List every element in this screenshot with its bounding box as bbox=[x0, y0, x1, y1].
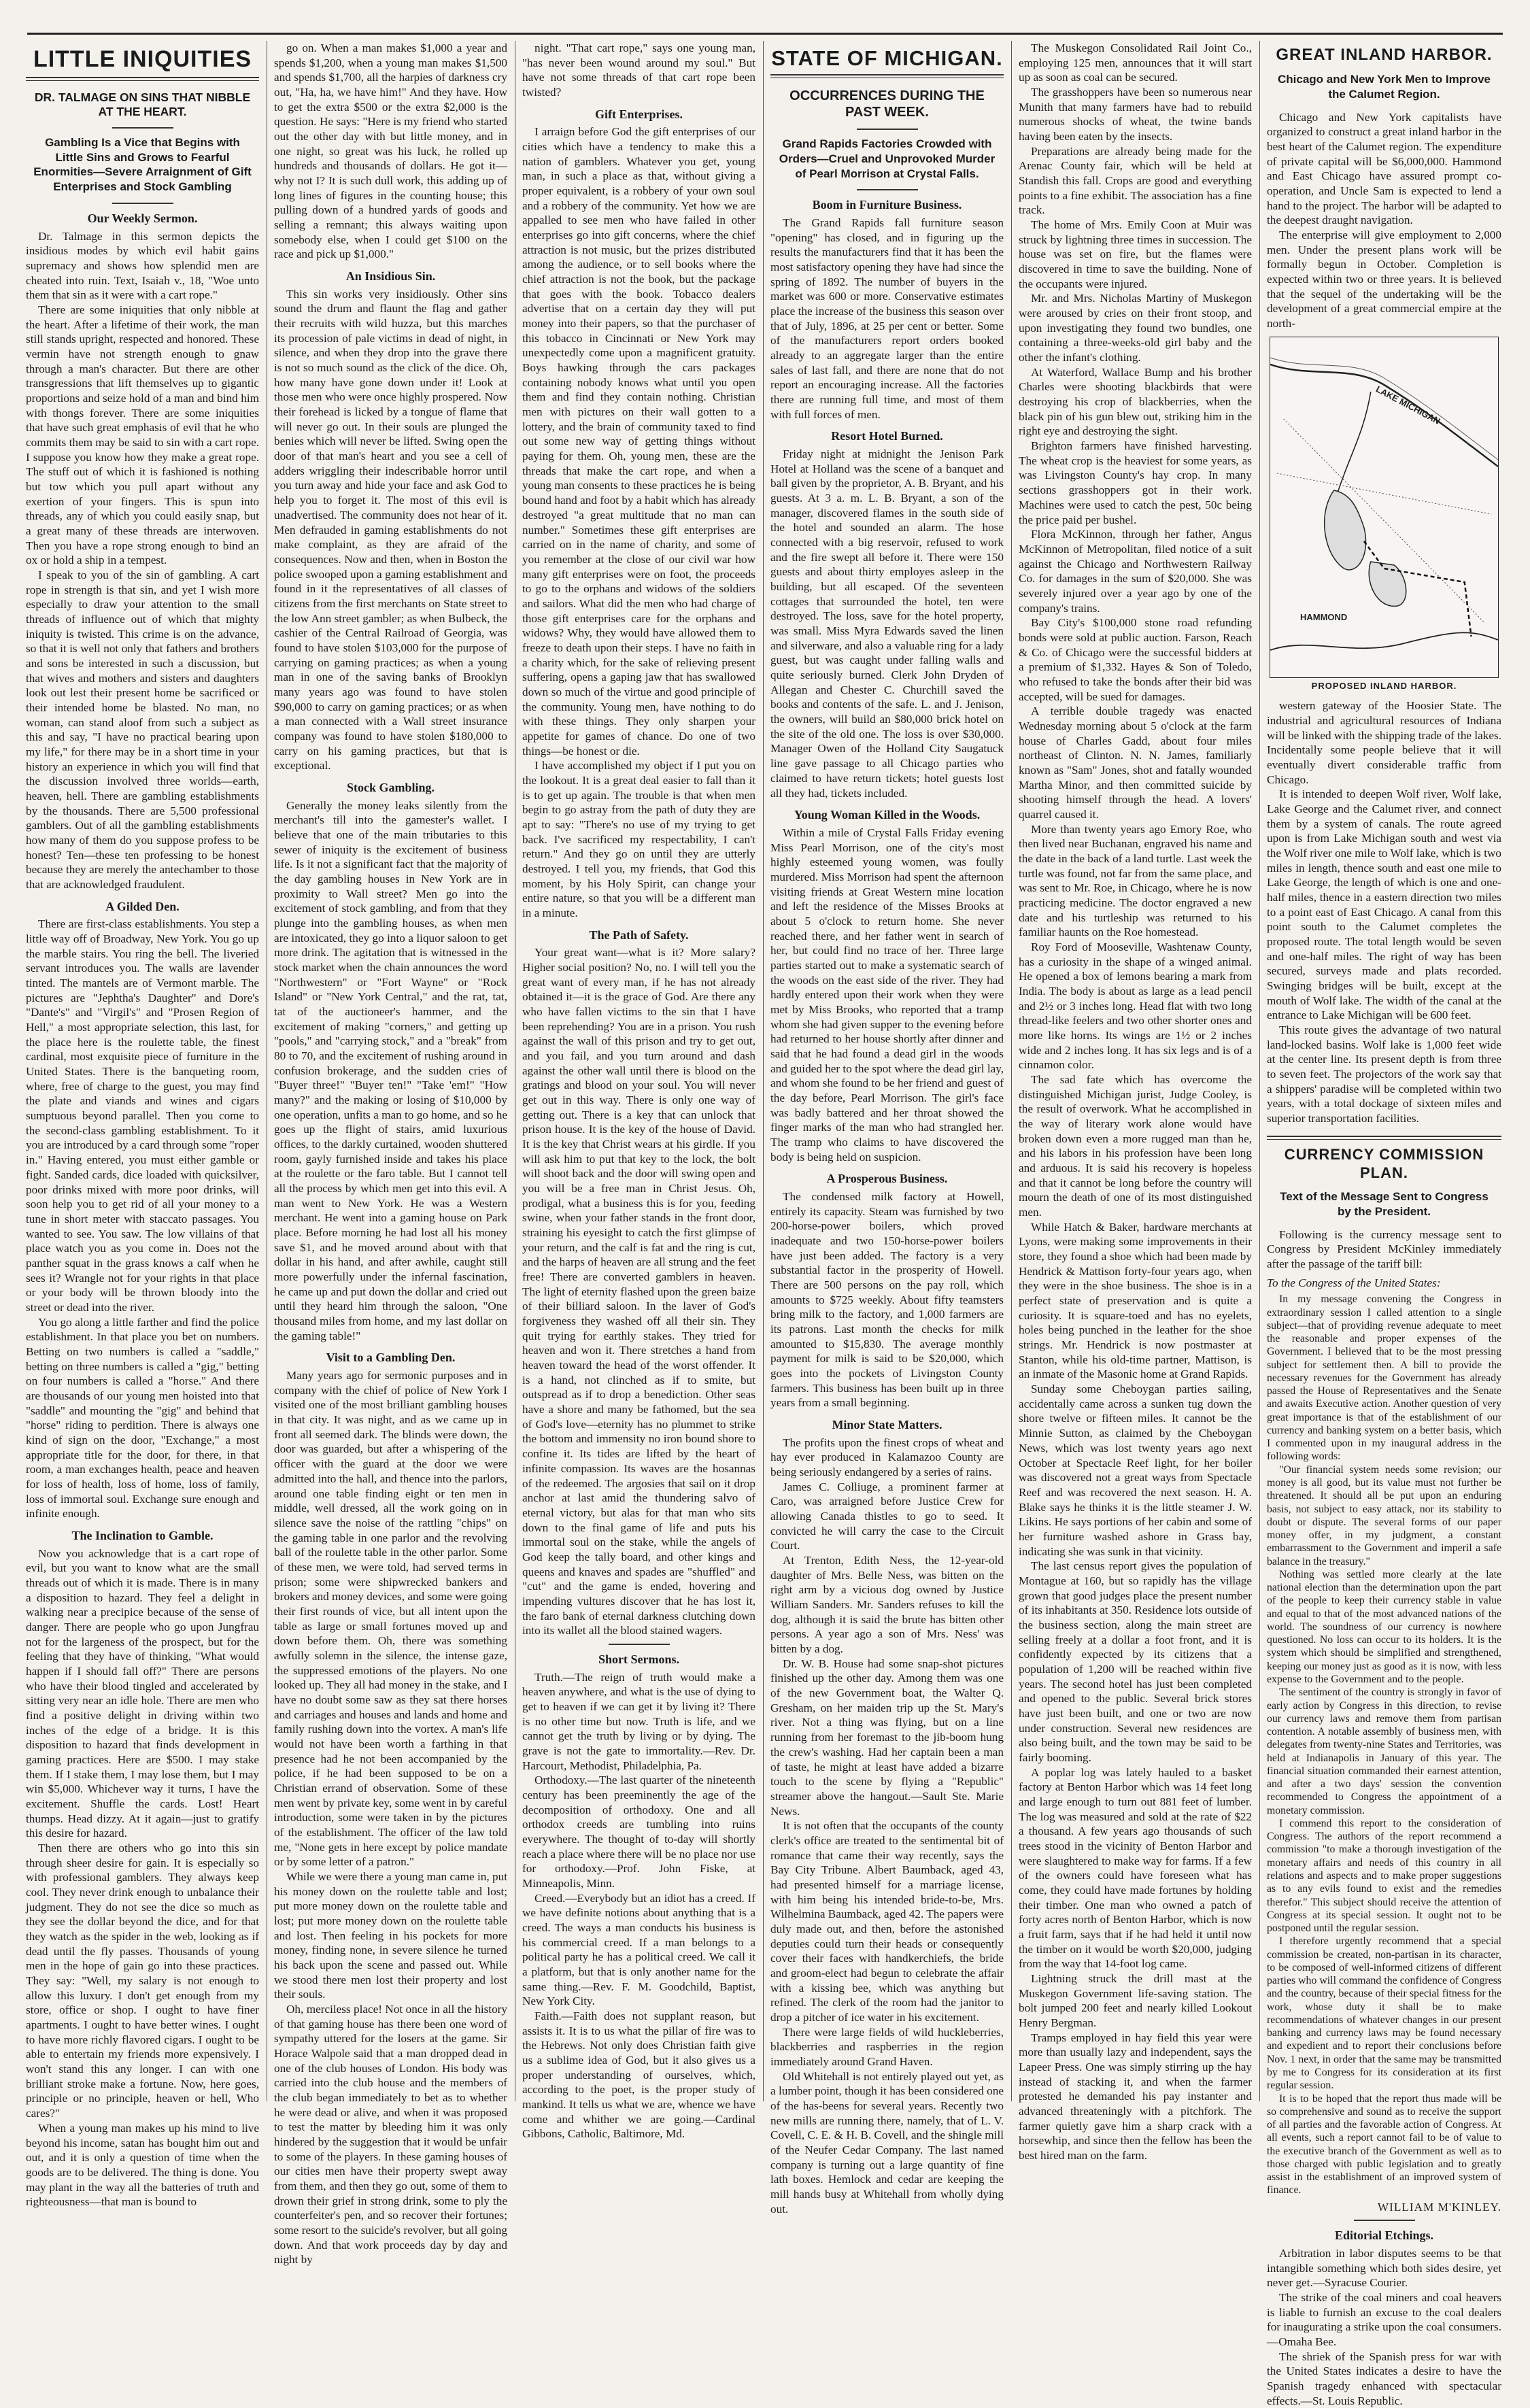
article-paragraph: Creed.—Everybody but an idiot has a creed. If we have definite notions about anything that is a creed. The ways a man conducts his business is his commercial creed. If a man belongs to a political party he has a political creed. We call it a platform, but that is only another name for the same thing.—Rev. F. M. Goodchild, Baptist, New York City. bbox=[522, 1891, 755, 2008]
article-paragraph: It is not often that the occupants of the county clerk's office are treated to the sentimental bit of romance that came their way recently, says the Bay City Tribune. Albert Baumback, aged 43, had presented himself for a marriage license, with him being his intended bride-to-be, Mrs. Wilhelmina Baumback, aged 42. The papers were duly made out, and then, before the astonished deputies could turn their heads or consequently cover their faces with handkerchiefs, the bride and groom-elect had begun to celebrate the affair with a kissing bee, which was anything but refined. The clerk of the room had the janitor to drop a pitcher of ice water in his excitement. bbox=[770, 1819, 1004, 2024]
article-paragraph: It is intended to deepen Wolf river, Wolf lake, Lake George and the Calumet river, and connect them by a system of canals. The route agreed upon is from Lake Michigan south and west via the Wolf river one mile to Wolf lake, which is two miles in length, thence south and east one mile to Lake George, the length of which is one and one-half miles, thence in a eastern direction two miles to a point east of East Chicago. A canal from this point south to the Calumet completes the proposed route. The total length would be seven and one-half miles. The right of way has been secured, surveys made and plats recorded. Swinging bridges will be built, except at the mouth of Wolf lake. The width of the canal at the entrance to Lake Michigan will be 600 feet. bbox=[1267, 787, 1501, 1022]
article-paragraph: James C. Colliuge, a prominent farmer at Caro, was arraigned before Justice Crew for allowing Canada thistles to go to seed. It convicted he will carry the case to the Circuit Court. bbox=[770, 1480, 1004, 1553]
article-paragraph: At Trenton, Edith Ness, the 12-year-old daughter of Mrs. Belle Ness, was bitten on the right arm by a vicious dog owned by Justice William Sanders. Mr. Sanders refuses to kill the dog, although it is said the brute has bitten other persons. A year ago a son of Mrs. Ness' was bitten by a dog. bbox=[770, 1554, 1004, 1656]
paragraph-group bbox=[26, 229, 259, 892]
article-paragraph: This sin works very insidiously. Other sins sound the drum and flaunt the flag and gather their recruits with wild huzza, but this marches its procession of pale victims in dead of night, in silence, and when they drop into the grave there is not so much sound as the click of the dice. Oh, how many have gone down under it! Look at those men who were once highly prospered. Now their forehead is licked by a tongue of flame that will never go out. In their souls are plunged the benies which will never be lifted. Swing open the door of that man's heart and you see a cell of adders wriggling their indescribable horror until you turn away and hide your face and ask God to help you to forget it. The most of this evil is unadvertised. The community does not hear of it. Men defrauded in gaming establishments do not make complaint, as they are afraid of the consequences. Now and then, when in Boston the police swooped upon a gaming establishment and found in it the representatives of all classes of citizens from the first merchants on State street to the low Ann street gambler; as when Bulbeck, the cashier of the Central Railroad of Georgia, was found to have stolen $103,000 for the purpose of carrying on gaming practices; as when a young man in one of the saving banks of Brooklyn many years ago was found to have stolen $90,000 to carry on gaming practices; or as when a man connected with a Wall street insurance company was found to have stolen $180,000 to carry on his gaming practices, but that is exceptional. bbox=[274, 287, 507, 773]
section-heading: An Insidious Sin. bbox=[345, 269, 436, 284]
article-paragraph: There are some iniquities that only nibble at the heart. After a lifetime of their work, the man still stands upright, respected and honored. These vermin have not strength enough to gnaw through a man's character. But there are other transgressions that lift themselves up to gigantic proportions and seize hold of a man and bind him with thongs forever. There are some iniquities that have such great emphasis of evil that he who commits them may be said to sin with a cart rope. I suppose you know how they make a great rope. The stuff out of which it is fashioned is nothing but tow which you pull apart without any exertion of your fingers. This is spun into threads, any of which you could easily snap, but a great many of these threads are interwoven. Then you have a rope strong enough to bind an ox or hold a ship in a tempest. bbox=[26, 303, 259, 567]
article-paragraph: Mr. and Mrs. Nicholas Martiny of Muskegon were aroused by cries on their front stoop, and upon investigating they found two bundles, one containing a three-weeks-old girl baby and the other the infant's clothing. bbox=[1019, 292, 1252, 364]
article-paragraph: The last census report gives the population of Montague at 160, but so rapidly has the village grown that good judges place the present number of its inhabitants at 350. Residence lots outside of the business section, along the main street are selling freely at a dollar a foot front, and it is confidently expected by its citizens that a population of 1,200 will be reached within five years. The second hotel has just been completed and opened to the public. Several brick stores have just been built, and one or two are now under construction. Several new residences are also being built, and the town may be said to be fairly booming. bbox=[1019, 1559, 1252, 1764]
article-paragraph: Your great want—what is it? More salary? Higher social position? No, no. I will tell you the great want of every man, if he has not already obtained it—it is the grace of God. Are there any who have fallen victims to the sin that I have been reprehending? You are in a prison. You rush against the wall of this prison and try to get out, and you fail, and you turn around and dash against the other wall until there is blood on the gratings and blood on your soul. You will never get out in this way. There is only one way of getting out. There is a key that can unlock that prison house. It is the key of the house of David. It is the key that Christ wears at his girdle. If you will ask him to put that key to the lock, the bolt will shoot back and the door will swing open and you will be a free man in Christ Jesus. Oh, prodigal, what a business this is for you, feeding swine, when your father stands in the front door, straining his eyesight to catch the first glimpse of your return, and the calf is fat and the ring is cut, and the harps of heaven are all strung and the feet free! There are converted gamblers in heaven. The light of eternity flashed upon the green baize of their billiard saloon. In the laver of God's forgiveness they washed off all their sin. They quit trying for earthly stakes. They tried for heaven and won it. There stretches a hand from heaven toward the head of the worst offender. It is a hand, not clinched as if to smite, but outspread as if to drop a benediction. Other seas have a shore and many be fathomed, but the sea of God's love—eternity has no plummet to strike the bottom and immensity no iron bound shore to confine it. Its tides are lifted by the heart of infinite compassion. Its waves are the hosannas of the redeemed. The argosies that sail on it drop anchor at last amid the thundering salvo of eternal victory, but alas for that man who sits down to the final game of life and puts his immortal soul on the stake, while the angels of God keep the tally board, and other kings and queens and knaves and spades are "shuffled" and "cut" and the game is ended, hovering and impending vultures discover that he has lost it, the faro bank of eternal darkness clutching down into its wallet all the blood stained wagers. bbox=[522, 946, 755, 1638]
paragraph-group bbox=[274, 798, 507, 1344]
paragraph-group bbox=[770, 447, 1004, 800]
article-paragraph: You go along a little farther and find the police establishment. In that place you bet on numbers. Betting on two numbers is called a "saddle," betting on three numbers is called a "gig," betting on four numbers is called a "horse." And there are thousands of our young men hoisted into that "saddle" and mounting the "gig" and behind that "horse" riding to perdition. There is always one kind of sign on the door, "Exchange," a most appropriate title for the door, for there, in that room, a man exchanges health, peace and heaven for loss of health, loss of home, loss of family, loss of immortal soul. Exchange sure enough and infinite enough. bbox=[26, 1315, 259, 1521]
article-paragraph: Following is the currency message sent to Congress by President McKinley immediately after the passage of the tariff bill: bbox=[1267, 1227, 1501, 1270]
section-heading: Gift Enterprises. bbox=[595, 107, 683, 121]
article-paragraph: I have accomplished my object if I put you on the lookout. It is a great deal easier to fall than it is to get up again. The trouble is that when men begin to go astray from the path of duty they are apt to say: "There's no use of my trying to get back. I've sacrificed my respectability, I can't return." And they go on until they are utterly destroyed. I tell you, my friends, that God this moment, by his Holy Spirit, can change your entire nature, so that you will be a different man in a minute. bbox=[522, 759, 755, 919]
section-heading: Resort Hotel Burned. bbox=[831, 429, 943, 443]
article-paragraph: There are first-class establishments. You step a little way off of Broadway, New York. You go up the marble stairs. You ring the bell. The liveried servant introduces you. The walls are lavender tinted. The mantels are of Vermont marble. The pictures are "Jephtha's Daughter" and Dore's "Dante's" and "Virgil's" and "Prosen Region of Hell," a most appropriate selection, this last, for the place here is the roulette table, the finest cardinal, most exquisite piece of furniture in the United States. There is the banqueting room, where, free of charge to the guest, you may find the plate and viands and wines and cigars sumptuous beyond parallel. Then you come to the second-class gambling establishment. To it you are introduced by a card through some "roper in." Having entered, you must either gamble or fight. Sanded cards, dice loaded with quicksilver, poor drinks mixed with more poor drinks, will soon help you to get rid of all your money to a tune in short meter with staccato passages. You wanted to see. You saw. The low villains of that place watch you as you come in. Does not the panther squat in the grass knows a calf when he sees it? Wrangle not for your rights in that place or your body will be thrown bloody into the street or dead into the river. bbox=[26, 917, 259, 1314]
paragraph-group bbox=[1267, 1293, 1501, 2197]
article-paragraph: The shriek of the Spanish press for war with the United States indicates a desire to have the Spanish tragedy enhanced with spectacular effects.—St. Louis Republic. bbox=[1267, 2350, 1501, 2407]
map-label-hammond: HAMMOND bbox=[1300, 611, 1348, 622]
headline-rule bbox=[26, 77, 259, 81]
paragraph-group bbox=[522, 41, 755, 100]
article-paragraph: The condensed milk factory at Howell, entirely its capacity. Steam was furnished by two 200-horse-power boilers, which proved inadequate and two 150-horse-power boilers have just been added. The factory is a very substantial factor in the prosperity of Howell. There are 500 persons on the pay roll, which amounts to $725 weekly. About fifty teamsters bring milk to the factory, and 1,000 farmers are its patrons. Last month the checks for milk amounted to $15,830. The average monthly payment for milk is said to be $20,000, which goes into the pockets of Livingston County farmers. This business has been built up in three years from a small beginning. bbox=[770, 1189, 1004, 1410]
article-paragraph: Roy Ford of Mooseville, Washtenaw County, has a curiosity in the shape of a winged animal. He opened a box of lemons bearing a mark from India. The body is about as large as a lead pencil and 2½ or 3 inches long. Head flat with two long thread-like feelers and two other shorter ones and more like horns. Its wings are 1½ or 2 inches wide and 2 inches long. It has six legs and is of a cinnamon color. bbox=[1019, 940, 1252, 1072]
article-paragraph: Dr. Talmage in this sermon depicts the insidious modes by which evil habit gains supremacy and shows how splendid men are cheated into ruin. Text, Isaiah v., 18, "Woe unto them that sin as it were with a cart rope." bbox=[26, 229, 259, 302]
article-paragraph: Flora McKinnon, through her father, Angus McKinnon of Metropolitan, filed notice of a suit against the Chicago and Northwestern Railway Co. for damages in the sum of $20,000. She was severely injured over a year ago by one of the company's trains. bbox=[1019, 528, 1252, 615]
deck-president-message: Text of the Message Sent to Congress by the President. bbox=[1280, 1190, 1489, 1218]
article-paragraph: Lightning struck the drill mast at the Muskegon Government life-saving station. The bolt jumped 200 feet and nearly killed Lookout Henry Bergman. bbox=[1019, 1972, 1252, 2030]
paragraph-group bbox=[1267, 1227, 1501, 1272]
article-paragraph: Dr. W. B. House had some snap-shot pictures finished up the other day. Among them was one of the new Government boat, the Walter Q. Gresham, on her maiden trip up the St. Mary's river. Not a thing was flying, but on a line running from her foremast to the jib-boom hung the crew's washing. Had her captain been a man of taste, he might at least have added a bizarre touch to the scene by flying a "Republic" streamer above the hangout.—Sault Ste. Marie News. bbox=[770, 1657, 1004, 1818]
article-paragraph: Oh, merciless place! Not once in all the history of that gaming house has there been one word of sympathy uttered for the losers at the game. Sir Horace Walpole said that a man dropped dead in one of the club houses of London. His body was carried into the club house and the members of the club began immediately to bet as to whether he were dead or alive, and when it was proposed to test the matter by bleeding him it was only hindered by the suggestion that it would be unfair to some of the players. In these gaming houses of our cities men have their property swept away from them, and then they go out, some of them to drown their grief in strong drink, some to ply the counterfeiter's pen, and so recover their fortunes; some resort to the suicide's revolver, but all going down. And that work proceeds day by day and night by bbox=[274, 2003, 507, 2267]
section-heading: Minor State Matters. bbox=[832, 1418, 942, 1432]
top-rule bbox=[27, 33, 1503, 35]
section-heading: Young Woman Killed in the Woods. bbox=[794, 808, 981, 822]
article-paragraph: Truth.—The reign of truth would make a heaven anywhere, and what is the use of dying to get to heaven if we can get it by living it? There is no other time but now. Truth is life, and we cannot get the truth by living or by dying. The grave is not the gate to immortality.—Rev. Dr. Harcourt, Methodist, Philadelphia, Pa. bbox=[522, 1670, 755, 1772]
column-5 bbox=[1019, 41, 1252, 2163]
paragraph-group bbox=[522, 945, 755, 1638]
section-heading: Boom in Furniture Business. bbox=[812, 198, 962, 212]
headline-state-of-michigan: STATE OF MICHIGAN. bbox=[771, 46, 1003, 70]
column-4 bbox=[770, 41, 1004, 2216]
article-paragraph: Sunday some Cheboygan parties sailing, accidentally came across a sunken tug down the shore twelve or fifteen miles. It cannot be the Minnie Sutton, as claimed by the Cheboygan News, which was lost twenty years ago next October at Spectacle Reef light, for her boiler was discovered not a great ways from Spectacle Reef and was recovered the next season. H. A. Blake says he thinks it is the little steamer J. W. Likins. He says portions of her cabin and some of her furniture washed ashore in Grass bay, indicating she was sunk in that vicinity. bbox=[1019, 1383, 1252, 1558]
article-paragraph: At Waterford, Wallace Bump and his brother Charles were shooting blackbirds that were destroying his crop of blackberries, when the black pin of his gun blew out, striking him in the right eye and destroying the sight. bbox=[1019, 365, 1252, 438]
article-paragraph: The sentiment of the country is strongly in favor of early action by Congress in this direction, to revise our currency laws and remove them from partisan contention. A notable assembly of business men, with delegates from twenty-nine States and Territories, was held at Indianapolis in January of this year. The financial situation commanded their earnest attention, and after a two days' session the convention recommended to Congress the appointment of a monetary commission. bbox=[1267, 1686, 1501, 1816]
article-paragraph: Preparations are already being made for the Arenac County fair, which will be held at Standish this fall. Crops are good and everything points to a fine exhibit. The association has a fine track. bbox=[1019, 144, 1252, 217]
divider bbox=[609, 1644, 670, 1645]
message-signature: WILLIAM M'KINLEY. bbox=[1377, 2200, 1501, 2214]
article-paragraph: Within a mile of Crystal Falls Friday evening Miss Pearl Morrison, one of the city's most highly esteemed young women, was foully murdered. Miss Morrison had spent the afternoon visiting friends at Great Western mine location and left the residence of the Misses Brooks at about 5 o'clock to return home. She never reached there, and her father went in search of her, but could find no trace of her. Three large parties started out to make a systematic search of the woods on the east side of the river. They had hardly entered upon their work when they were met by Miss Brooks, who reported that a tramp whom she had given supper to the evening before had returned to her house shortly after dinner and said that he had found a dead girl in the woods and guided her to the spot where the dead girl lay, and whom she found to be her friend and guest of the day before, Pearl Morrison. The girl's face was badly battered and her throat showed the finger marks of the man who had strangled her. The tramp who claims to have discovered the body is being held on suspicion. bbox=[770, 826, 1004, 1164]
article-paragraph: More than twenty years ago Emory Roe, who then lived near Buchanan, engraved his name and the date in the back of a land turtle. Last week the turtle was found, not far from the same place, and was sent to Mr. Roe, in Chicago, where he is now practicing medicine. The doctor engraved a new date and his turtleship was returned to his familiar haunts on the Roe homestead. bbox=[1019, 822, 1252, 939]
deck-grand-rapids: Grand Rapids Factories Crowded with Orders—Cruel and Unprovoked Murder of Pearl Morrison at Crystal Falls. bbox=[779, 137, 996, 180]
paragraph-group bbox=[770, 1436, 1004, 2217]
article-paragraph: I commend this report to the consideration of Congress. The authors of the report recommend a commission "to make a thorough investigation of the monetary affairs and needs of this country in all relations and aspects and to make proper suggestions as to any evils found to exist and the remedies therefor." This subject should receive the attention of Congress at its special session. It ought not to be postponed until the regular session. bbox=[1267, 1817, 1501, 1935]
article-paragraph: Bay City's $100,000 stone road refunding bonds were sold at public auction. Farson, Reach & Co. of Chicago were the successful bidders at a premium of $1,332. Hayes & Son of Toledo, who refused to take the bonds after their bid was accepted, will be sued for damages. bbox=[1019, 616, 1252, 703]
article-paragraph: The grasshoppers have been so numerous near Munith that many farmers have had to rebuild numerous shocks of wheat, the twine bands having been eaten by the insects. bbox=[1019, 86, 1252, 143]
paragraph-group bbox=[26, 917, 259, 1521]
divider bbox=[857, 129, 918, 130]
paragraph-group bbox=[26, 1546, 259, 2209]
article-paragraph: Old Whitehall is not entirely played out yet, as a lumber point, though it has been considered one of the has-beens for several years. Recently two new mills are running there, namely, that of L. V. Covell, C. E. & H. B. Covell, and the shingle mill of the Neufer Cedar Company. The last named company is turning out a large quantity of fine lath boxes. Hemlock and cedar are keeping the mill hands busy at Whitehall from wholly dying out. bbox=[770, 2069, 1004, 2216]
deck-gambling: Gambling Is a Vice that Begins with Little Sins and Grows to Fearful Enormities—Severe Arraignment of Gift Enterprises and Stock Gambling bbox=[33, 135, 252, 194]
section-heading: Stock Gambling. bbox=[346, 780, 435, 794]
headline-currency-commission: CURRENCY COMMISSION PLAN. bbox=[1284, 1145, 1484, 1182]
column-rule bbox=[1011, 41, 1012, 2101]
deck-chicago-new-york: Chicago and New York Men to Improve the Calumet Region. bbox=[1278, 73, 1491, 101]
article-paragraph: I arraign before God the gift enterprises of our cities which have a tendency to make this a nation of gamblers. Whatever you get, young man, in such a place as that, without giving a proper equivalent, is a robbery of your own soul and a robbery of the community. Yet how we are appalled to see men who have failed in other enterprises go into gift concerns, where the chief attraction is not music, but the prizes distributed among the audience, or to sell books where the chief attraction is not the book, but the package that goes with the book. Tobacco dealers advertise that on a certain day they will put money into their papers, so that the purchaser of this tobacco in Cincinnati or New York may unexpectedly come upon a magnificent gratuity. Boys hawking through the cars packages containing nobody knows what until you open them and find they contain nothing. Christian men with pictures on their wall gotten to a lottery, and the brain of community taxed to find out some new way of getting things without paying for them. Oh, young men, these are the threads that make the cart rope, and when a young man consents to these practices he is being bound hand and foot by a habit which has already destroyed "a great multitude that no man can number." Sometimes these gift enterprises are carried on in the name of charity, and some of you remember at the close of our civil war how many gift enterprises were on foot, the proceeds to go to the orphans and widows of the soldiers and sailors. What did the men who had charge of those gift enterprises care for the orphans and widows? Why, they would have allowed them to freeze to death upon their steps. I have no faith in a charity which, for the sake of relieving present suffering, opens a gaping jaw that has swallowed down so much of the virtue and good principle of the community. Young men, have nothing to do with these things. They only sharpen your appetite for games of chance. Do one of two things—be honest or die. bbox=[522, 125, 755, 758]
article-paragraph: Chicago and New York capitalists have organized to construct a great inland harbor in the best heart of the Calumet region. The expenditure of private capital will be $6,000,000. Hammond and East Chicago have assured prompt co-operation, and Uncle Sam is expected to lend a hand to the project. The harbor will be adapted to the deepest draught navigation. bbox=[1267, 110, 1501, 227]
column-6 bbox=[1267, 41, 1501, 2407]
column-3 bbox=[522, 41, 755, 2141]
article-paragraph: Nothing was settled more clearly at the late national election than the determination upon the part of the people to keep their currency stable in value and equal to that of the most advanced nations of the world. The soundness of our currency is nowhere questioned. No loss can occur to its holders. It is the system which should be simplified and strengthened, keeping our money just as good as it is now, with less expense to the Government and to the people. bbox=[1267, 1568, 1501, 1685]
section-heading: Editorial Etchings. bbox=[1334, 2228, 1434, 2243]
wolf-river bbox=[1338, 392, 1371, 494]
article-paragraph: Now you acknowledge that is a cart rope of evil, but you want to know what are the small threads out of which it is made. There is in many a disposition to hazard. They feel a delight in walking near a precipice because of the sense of danger. There are people who go upon Jungfrau not for the largeness of the prospect, but for the feeling that they have of thinking, "What would happen if I should fall off?" There are persons who have their blood tingled and accelerated by sitting very near an idle hole. There are men who find a positive delight in driving within two inches of the edge of a bridge. It is this disposition to hazard that finds development in gaming practices. Here are $500. I may stake them. If I stake them, I may lose them, but I may win $5,000. Whichever way it turns, I have the excitement. Shuffle the cards. Lost! Heart thumps. Head dizzy. At it again—just to gratify this desire for hazard. bbox=[26, 1546, 259, 1840]
article-paragraph: The enterprise will give employment to 2,000 men. Under the present plans work will be formally begun in October. Completion is expected within two or three years. It is believed that the sequel of the undertaking will be the development of a great commercial empire at the north- bbox=[1267, 228, 1501, 330]
harbor-map bbox=[1270, 337, 1499, 678]
article-paragraph: I therefore urgently recommend that a special commission be created, non-partisan in its character, to be composed of well-informed citizens of different parties who will command the confidence of Congress and the country, because of their special fitness for the work, whose duty it shall be to make recommendations of whatever changes in our present banking and currency laws may be found necessary and expedient and to report their conclusions before Nov. 1 next, in order that the same may be transmitted by me to Congress for its consideration at its first regular session. bbox=[1267, 1935, 1501, 2092]
article-paragraph: There were large fields of wild huckleberries, blackberries and raspberries in the region immediately around Grand Haven. bbox=[770, 2025, 1004, 2068]
article-paragraph: "Our financial system needs some revision; our money is all good, but its value must not further be threatened. It should all be put upon an enduring basis, not subject to easy attack, nor its stability to doubt or dispute. The several forms of our paper money offer, in my judgment, a constant embarrassment to the Government and imperil a safe balance in the treasury." bbox=[1267, 1463, 1501, 1567]
article-paragraph: It is to be hoped that the report thus made will be so comprehensive and sound as to receive the support of all parties and the favorable action of Congress. At all events, such a report cannot fail to be of value to the executive branch of the Government as well as to those charged with public legislation and to greatly assist in the establishment of an improved system of finance. bbox=[1267, 2092, 1501, 2197]
article-paragraph: In my message convening the Congress in extraordinary session I called attention to a single subject—that of providing revenue adequate to meet the reasonable and proper expenses of the Government. I believed that to be the most pressing subject for settlement then. A bill to provide the necessary revenues for the Government has already passed the House of Representatives and the Senate and awaits Executive action. Another question of very great importance is that of the establishment of our currency and banking system on a better basis, which I commented upon in my inaugural address in the following words: bbox=[1267, 1293, 1501, 1463]
paragraph-group bbox=[770, 826, 1004, 1164]
article-paragraph: western gateway of the Hoosier State. The industrial and agricultural resources of Indiana will be linked with the shipping trade of the lakes. Incidentally some people believe that it will eventually divert considerable traffic from Chicago. bbox=[1267, 699, 1501, 786]
map-caption: PROPOSED INLAND HARBOR. bbox=[1311, 680, 1457, 691]
paragraph-group bbox=[770, 216, 1004, 422]
paragraph-group bbox=[1267, 698, 1501, 1125]
column-2 bbox=[274, 41, 507, 2267]
article-paragraph: go on. When a man makes $1,000 a year and spends $1,200, when a young man makes $1,500 and spends $1,700, all the harpies of darkness cry out, "Ha, ha, we have him!" And they have. How to get the extra $500 or the extra $2,000 is the question. He says: "Here is my friend who started out the other day with but little money, and in one night, so great was his luck, he rolled up hundreds and thousands of dollars. He got it—why not I? It is such dull work, this adding up of long lines of figures in the counting house; this pulling down of a hundred yards of goods and selling a remnant; this always waiting upon somebody else, when I could get $100 on the race and pick up $1,000." bbox=[274, 41, 507, 261]
divider bbox=[857, 189, 918, 190]
paragraph-group bbox=[274, 1368, 507, 2267]
article-paragraph: A poplar log was lately hauled to a basket factory at Benton Harbor which was 14 feet long and large enough to turn out 881 feet of lumber. The log was measured and sold at the rate of $22 a thousand. A few years ago thousands of such trees stood in the vicinity of Benton Harbor and were slaughtered to make way for farms. If a few of the owners could have foreseen what has come, they could have made fortunes by holding their timber. One man who owned a patch of forty acres north of Benton Harbor, which is now a fruit farm, says that if he had held it until now the timber on it would be worth $20,000, judging from the way that 14-foot log came. bbox=[1019, 1765, 1252, 1971]
article-paragraph: Faith.—Faith does not supplant reason, but assists it. It is to us what the pillar of fire was to the Hebrews. Not only does Christian faith give us a sublime idea of God, but it also gives us a proper understanding of ourselves, which, according to the poet, is the proper study of mankind. It tells us what we are, whence we have come and whither we are going.—Cardinal Gibbons, Catholic, Baltimore, Md. bbox=[522, 2010, 755, 2141]
lake-shoreline bbox=[1270, 364, 1498, 467]
paragraph-group bbox=[770, 1189, 1004, 1410]
section-heading: Short Sermons. bbox=[598, 1652, 679, 1666]
section-heading: Our Weekly Sermon. bbox=[87, 211, 198, 225]
article-paragraph: While we were there a young man came in, put his money down on the roulette table and lost; put more money down on the roulette table and lost; put more money down on the roulette table and lost. Then feeling in his pockets for more money, finding none, in severe silence he turned his back upon the scene and passed out. While we stood there men lost their property and lost their souls. bbox=[274, 1869, 507, 2001]
article-paragraph: Generally the money leaks silently from the merchant's till into the gamester's wallet. I believe that one of the main tributaries to this sewer of iniquity is the excitement of business life. Is it not a significant fact that the majority of the day gambling houses in New York are in proximity to Wall street? Men go into the excitement of stock gambling, and from that they plunge into the gambling houses, as when men are intoxicated, they go into a liquor saloon to get more drink. The agitation that is witnessed in the stock market when the chain announces the word "Northwestern" or "Fort Wayne" or "Rock Island" or "New York Central," and the rat, tat, tat of the auctioneer's hammer, and the excitement of making "corners," and getting up "pools," and "carrying stock," and a "break" from 80 to 70, and the excitement of rushing around in confusion brokerage, and the sudden cries of "Buyer three!" "Buyer ten!" "Take 'em!" "How many?" and the making or losing of $10,000 by one operation, unfits a man to go home, and so he goes up the flight of stairs, amid luxurious offices, to the darkly curtained, wooden shuttered room, gayly furnished inside and takes his place at the roulette or the faro table. But I cannot tell all the process by which men get into this evil. A man went to New York. He was a Western merchant. He went into a gaming house on Park place. Before morning he had lost all his money save $1, and he moved around about with that dollar in his hand, and after awhile, caught still more powerfully under the infernal fascination, he came up and put down the dollar and cried out until they heard him through the saloon, "One thousand miles from home, and my last dollar on the gaming table!" bbox=[274, 798, 507, 1342]
article-paragraph: The profits upon the finest crops of wheat and hay ever produced in Kalamazoo County are being seriously endangered by a series of rains. bbox=[770, 1436, 1004, 1479]
paragraph-group bbox=[522, 124, 755, 920]
paragraph-group bbox=[1019, 41, 1252, 2163]
article-paragraph: Arbitration in labor disputes seems to be that intangible something which both sides desire, yet never get.—Syracuse Courier. bbox=[1267, 2246, 1501, 2290]
section-heading: The Inclination to Gamble. bbox=[71, 1528, 214, 1542]
article-paragraph: Many years ago for sermonic purposes and in company with the chief of police of New York I visited one of the most brilliant gambling houses in that city. It was night, and as we came up in front all seemed dark. The blinds were down, the door was guarded, but after a whispering of the officer with the guard at the door we were admitted into the hall, and thence into the parlors, around one table finding eight or ten men in middle, well dressed, all the work going on in silence save the noise of the rattling "chips" on the gaming table in one parlor and the revolving ball of the roulette table in the other parlor. Some of these men, we were told, had served terms in prison; some were shipwrecked bankers and brokers and money devices, and some were going their first rounds of vice, but all intent upon the table as large or small fortunes moved up and down before them. Oh, there was something awfully solemn in the silence, the intense gaze, the suppressed emotions of the players. No one looked up. They all had money in the stake, and I have no doubt some saw as they sat there horses and carriages and houses and lands and home and family rushing down into the vortex. A man's life would not have been worth a farthing in that presence had he not been accompanied by the police, if he had been supposed to be on a Christian errand of observation. Some of these men went by private key, some went in by careful introduction, some were taken in by the pictures of the establishment. The officer of the law told me, "None gets in here except by police mandate or by some letter of a patron." bbox=[274, 1369, 507, 1869]
headline-great-inland-harbor: GREAT INLAND HARBOR. bbox=[1276, 46, 1493, 64]
subheadline-occurrences: OCCURRENCES DURING THE PAST WEEK. bbox=[789, 88, 985, 120]
column-rule bbox=[763, 41, 764, 2101]
paragraph-group bbox=[1267, 2246, 1501, 2408]
paragraph-group bbox=[274, 287, 507, 773]
article-paragraph: Friday night at midnight the Jenison Park Hotel at Holland was the scene of a banquet and ball given by the proprietor, A. B. Bryant, and his guests. At 3 a. m. L. B. Bryant, a son of the manager, discovered flames in the south side of the hotel and sounded an alarm. The hose connected with a big reservoir, refused to work and the fire swept all before it. There were 150 guests and about thirty employes asleep in the building, but all escaped. Of the seventeen cottages that surrounded the hotel, ten were destroyed. The loss, save for the hotel property, was small. Miss Myra Edwards saved the linen and silverware, and also a valuable ring for a lady guest, but was caught under falling walls and quite seriously burned. Clerk John Dryden of Allegan and Chester C. Churchill saved the books and contents of the safe. L. and J. Jenison, the owners, will build an $80,000 brick hotel on the site of the old one. The loss is over $30,000. Manager Owen of the Holland City Saugatuck line gave passage to all Chicago parties who claimed to have return tickets; hotel guests lost all they had, tickets included. bbox=[770, 447, 1004, 800]
wolf-lake bbox=[1325, 490, 1366, 570]
article-paragraph: Then there are others who go into this sin through sheer desire for gain. It is especially so with professional gamblers. They always keep cool. They never drink enough to unbalance their judgment. They do not see the dice so much as they see the dollar beyond the dice, and for that they watch as the spider in the web, looking as if dead until the fly passes. Thousands of young men in the hope of gain go into these practices. They say: "Well, my salary is not enough to allow this luxury. I don't get enough from my store, office or shop. I ought to have finer apartments. I ought to have better wines. I ought to have more richly flavored cigars. I ought to be able to entertain my friends more expensively. I won't stand this any longer. I can with one brilliant stroke make a fortune. Now, here goes, principle or no principle, heaven or hell, Who cares?" bbox=[26, 1842, 259, 2120]
headline-rule bbox=[770, 74, 1004, 78]
article-paragraph: When a young man makes up his mind to live beyond his income, satan has bought him out and out, and it is only a question of time when the goods are to be delivered. The thing is done. You may plant in the way all the batteries of truth and righteousness—that man is bound to bbox=[26, 2121, 259, 2209]
map-label-lake-michigan: LAKE MICHIGAN bbox=[1374, 384, 1442, 426]
divider bbox=[1354, 2220, 1415, 2221]
section-heading: A Prosperous Business. bbox=[826, 1172, 948, 1186]
paragraph-group bbox=[274, 41, 507, 262]
lake-shoreline-shade bbox=[1270, 358, 1498, 460]
section-rule bbox=[1267, 1136, 1501, 1140]
article-paragraph: This route gives the advantage of two natural land-locked basins. Wolf lake is 1,000 feet wide at the center line. Its present depth is from three to seven feet. The projectors of the work say that a shippers' paradise will be completed within two years, with a total dockage of sixteen miles and superior transportation facilities. bbox=[1267, 1023, 1501, 1125]
article-paragraph: The strike of the coal miners and coal heavers is liable to furnish an excuse to the coal dealers for inaugurating a strike upon the coal consumers.—Omaha Bee. bbox=[1267, 2290, 1501, 2348]
article-paragraph: Orthodoxy.—The last quarter of the nineteenth century has been preeminently the age of the decomposition of orthodoxy. One and all orthodox creeds are tumbling into ruins everywhere. The thought of to-day will shortly reach a place where there will be no place nor use for orthodoxy.—Prof. John Fiske, at Minneapolis, Minn. bbox=[522, 1774, 755, 1890]
column-1 bbox=[26, 41, 259, 2209]
article-paragraph: I speak to you of the sin of gambling. A cart rope in strength is that sin, and yet I wish more especially to draw your attention to the small threads of influence out of which that mighty iniquity is twisted. This crime is on the advance, so that it is well not only that fathers and brothers and sons be interested in such a discussion, but that wives and mothers and sisters and daughters look out lest their present home be sacrificed or their intended home be blasted. No man, no woman, can stand aloof from such a subject as this and say, "I have no practical bearing upon my life," for there may be in a short time in your history an experience in which you will find that the discussion involved three worlds—earth, heaven, hell. There are gambling establishments by the thousands. There are 5,500 professional gamblers. Out of all the gambling establishments how many of them do you suppose profess to be honest? Ten—these ten professing to be honest because they are merely the antechamber to those that are acknowledged fraudulent. bbox=[26, 568, 259, 892]
article-paragraph: night. "That cart rope," says one young man, "has never been wound around my soul." But have not some threads of that cart rope been twisted? bbox=[522, 41, 755, 99]
subheadline-talmage: DR. TALMAGE ON SINS THAT NIBBLE AT THE HEART. bbox=[34, 90, 251, 118]
article-paragraph: The home of Mrs. Emily Coon at Muir was struck by lightning three times in succession. The house was set on fire, but the flames were discovered in time to save the building. None of the occupants were injured. bbox=[1019, 218, 1252, 290]
article-paragraph: The Muskegon Consolidated Rail Joint Co., employing 125 men, announces that it will start up as soon as coal can be secured. bbox=[1019, 41, 1252, 84]
column-rule bbox=[1259, 41, 1260, 2101]
calumet-river bbox=[1270, 632, 1498, 650]
article-paragraph: The Grand Rapids fall furniture season "opening" has closed, and in figuring up the results the manufacturers find that it has been the most satisfactory opening they have had since the spring of 1892. The number of buyers in the market was 600 or more. Conservative estimates place the increase of the business this season over that of July, 1896, at 25 per cent or better. Some of the manufacturers report orders booked already to an aggregate larger than the entire sales of last fall, and there are none that do not report an encouraging increase. All the factories there are running full time, and most of them with full forces of men. bbox=[770, 216, 1004, 421]
headline-little-iniquities: LITTLE INIQUITIES bbox=[33, 46, 252, 72]
paragraph-group bbox=[522, 1670, 755, 2142]
article-paragraph: While Hatch & Baker, hardware merchants at Lyons, were making some improvements in their store, they found a shoe which had been made by Hendrick & Mattison forty-four years ago, when they were in the shoe business. The shoe is in a perfect state of preservation and is quite a curiosity. It is square-toed and has no eyelets, holes being punched in the leather for the shoe strings. Mr. Hendrick is now postmaster at Stanton, while his old-time partner, Mattison, is an inmate of the Masonic home at Grand Rapids. bbox=[1019, 1220, 1252, 1381]
railroad-line bbox=[1277, 473, 1491, 514]
message-salutation: To the Congress of the United States: bbox=[1267, 1276, 1441, 1289]
paragraph-group bbox=[1267, 110, 1501, 331]
article-paragraph: A terrible double tragedy was enacted Wednesday morning about 5 o'clock at the farm house of Charles Gadd, about four miles northeast of Clinton. N. N. James, familiarly known as "Sam" Jones, shot and fatally wounded Martha Minor, and then committed suicide by shooting himself through the head. A lovers' quarrel caused it. bbox=[1019, 705, 1252, 821]
divider bbox=[112, 203, 173, 204]
article-paragraph: Tramps employed in hay field this year were more than usually lazy and independent, says the Lapeer Press. One was simply stirring up the hay instead of stacking it, and when the farmer protested he demanded his pay instanter and advanced threateningly with a pitchfork. The farmer quietly gave him a sharp crack with a horsewhip, and since then the fellow has been the best hired man on the farm. bbox=[1019, 2031, 1252, 2163]
section-heading: A Gilded Den. bbox=[105, 899, 180, 913]
article-paragraph: Brighton farmers have finished harvesting. The wheat crop is the heaviest for some years, as was Livingston County's hay crop. In many sections grasshoppers got in their work. Machines were used to catch the pest, 50c being the price paid per bushel. bbox=[1019, 439, 1252, 526]
article-paragraph: The sad fate which has overcome the distinguished Michigan jurist, Judge Cooley, is the result of overwork. What he accomplished in the way of literary work alone would have broken down even a more rugged man than he, and his labors in his profession have been long and arduous. It is said his recovery is hopeless and that it cannot be long before the country will mourn the death of one of its most distinguished men. bbox=[1019, 1073, 1252, 1219]
section-heading: The Path of Safety. bbox=[589, 928, 689, 942]
divider bbox=[112, 127, 173, 129]
section-heading: Visit to a Gambling Den. bbox=[326, 1351, 456, 1365]
